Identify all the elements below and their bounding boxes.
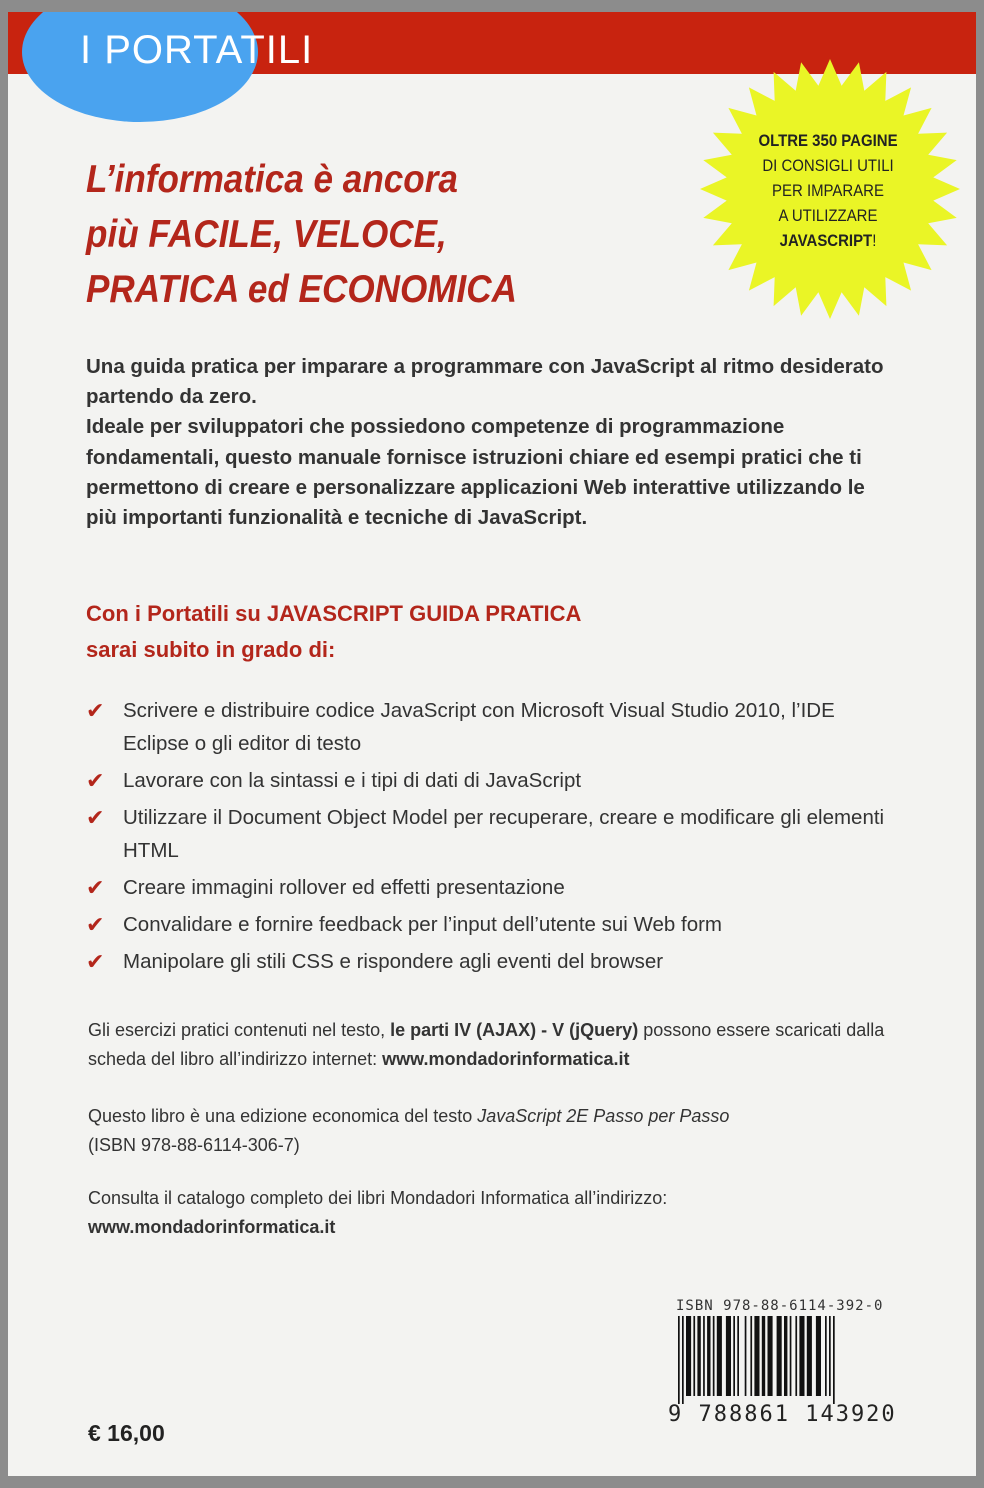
list-item-text: Lavorare con la sintassi e i tipi di dati di JavaScript: [123, 769, 582, 792]
series-name: I PORTATILI: [80, 28, 314, 72]
series-badge: [22, 12, 314, 122]
list-item-text: Convalidare e fornire feedback per l’input dell’utente sui Web form: [123, 913, 723, 936]
feature-list: [86, 694, 886, 982]
edition-note: [88, 1102, 908, 1160]
headline: [86, 152, 517, 317]
barcode-bar: [703, 1316, 705, 1396]
isbn-label: ISBN 978-88-6114-392-0: [676, 1298, 884, 1314]
barcode-bar: [686, 1316, 691, 1396]
intro-paragraph: Ideale per sviluppatori che possiedono competenze di programmazione fondamentali, questo manuale fornisce istruzioni chiare ed esempi pratici che ti permettono di creare e personalizzare applicazioni Web interattive utilizzando le più importanti funzionalità e tecniche di JavaScript.: [86, 415, 865, 530]
barcode-bar: [784, 1316, 787, 1396]
barcode-bar: [693, 1316, 695, 1396]
website-link: www.mondadorinformatica.it: [88, 1217, 336, 1237]
headline-line: PRATICA ed ECONOMICA: [86, 268, 517, 311]
barcode-bar: [750, 1316, 752, 1396]
starburst-line: A UTILIZZARE: [778, 206, 878, 225]
barcode-bar: [799, 1316, 804, 1396]
barcode-bar: [737, 1316, 739, 1396]
list-item-text: Creare immagini rollover ed effetti presentazione: [123, 876, 565, 899]
list-item-text: Utilizzare il Document Object Model per recuperare, creare e modificare gli elementi HTML: [123, 806, 885, 862]
barcode-bar: [754, 1316, 759, 1396]
barcode-bar: [807, 1316, 812, 1396]
price: € 16,00: [88, 1420, 165, 1446]
subheading: [86, 596, 886, 668]
list-item-text: Scrivere e distribuire codice JavaScript con Microsoft Visual Studio 2010, l’IDE Eclipse o gli editor di testo: [123, 699, 835, 755]
exercises-note: [88, 1016, 908, 1074]
text: possono essere scaricati dalla scheda del libro all’indirizzo internet:: [88, 1020, 885, 1069]
list-item: [86, 945, 886, 978]
barcode-bar: [816, 1316, 821, 1396]
starburst-line: JAVASCRIPT: [779, 231, 873, 250]
barcode-bar: [768, 1316, 773, 1396]
subheading-line: Con i Portatili su JAVASCRIPT GUIDA PRATICA: [86, 601, 582, 626]
barcode-digits: 9 788861 143920: [668, 1402, 897, 1427]
checkmark-icon: ✔: [86, 875, 105, 900]
starburst-text: [722, 128, 933, 253]
catalog-note: [88, 1184, 908, 1242]
original-title: JavaScript 2E Passo per Passo: [477, 1106, 730, 1126]
barcode-icon: [676, 1316, 866, 1406]
list-item: [86, 871, 886, 904]
barcode-bar: [713, 1316, 715, 1396]
barcode-bar: [762, 1316, 765, 1396]
barcode-bar: [697, 1316, 700, 1396]
checkmark-icon: ✔: [86, 805, 105, 830]
list-item: [86, 764, 886, 797]
book-back-cover: [8, 12, 976, 1476]
intro-paragraph: Una guida pratica per imparare a programmare con JavaScript al ritmo desiderato partendo da zero.: [86, 355, 884, 409]
headline-line: più FACILE, VELOCE,: [86, 213, 447, 256]
list-item: [86, 908, 886, 941]
barcode-bar: [733, 1316, 735, 1396]
list-item: [86, 694, 886, 760]
checkmark-icon: ✔: [86, 698, 105, 723]
barcode-bar: [682, 1316, 684, 1404]
starburst-line: PER IMPARARE: [772, 181, 884, 200]
barcode-bar: [825, 1316, 827, 1396]
website-link: www.mondadorinformatica.it: [382, 1049, 630, 1069]
original-isbn: (ISBN 978-88-6114-306-7): [88, 1135, 300, 1155]
subheading-line: sarai subito in grado di:: [86, 637, 336, 662]
barcode-bar: [777, 1316, 782, 1396]
barcode-bar: [795, 1316, 797, 1396]
text: Questo libro è una edizione economica del testo: [88, 1106, 478, 1126]
checkmark-icon: ✔: [86, 768, 105, 793]
barcode-bar: [790, 1316, 792, 1396]
barcode-bar: [829, 1316, 831, 1396]
barcode-bar: [833, 1316, 835, 1404]
headline-line: L’informatica è ancora: [86, 158, 458, 201]
barcode-bar: [717, 1316, 722, 1396]
barcode-bar: [745, 1316, 747, 1396]
text: Consulta il catalogo completo dei libri Mondadori Informatica all’indirizzo:: [88, 1188, 668, 1208]
barcode-bar: [726, 1316, 731, 1396]
checkmark-icon: ✔: [86, 912, 105, 937]
list-item: [86, 801, 886, 867]
intro-text: [86, 352, 886, 533]
starburst-line: OLTRE 350 PAGINE: [758, 131, 898, 150]
starburst-exclamation: !: [872, 231, 877, 250]
barcode-bar: [707, 1316, 710, 1396]
checkmark-icon: ✔: [86, 949, 105, 974]
barcode-bar: [678, 1316, 680, 1404]
list-item-text: Manipolare gli stili CSS e rispondere agli eventi del browser: [123, 950, 664, 973]
text-bold: le parti IV (AJAX) - V (jQuery): [390, 1020, 639, 1040]
text: Gli esercizi pratici contenuti nel testo,: [88, 1020, 391, 1040]
starburst-line: DI CONSIGLI UTILI: [762, 156, 894, 175]
